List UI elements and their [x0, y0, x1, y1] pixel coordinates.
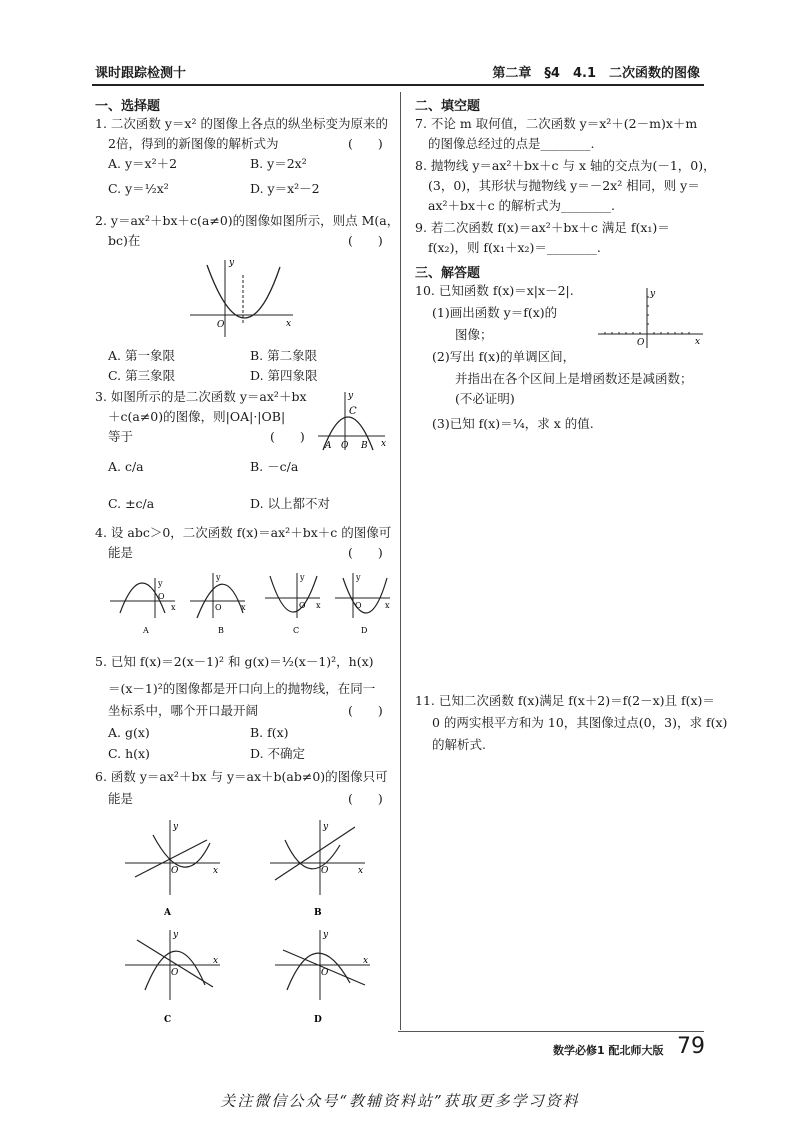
origin-label: O [341, 441, 349, 451]
svg-text:x: x [171, 603, 176, 612]
q1-option-a: A. y＝x²＋2 [108, 156, 178, 171]
section-choice: 一、选择题 [95, 99, 161, 114]
x-label: x [286, 319, 292, 329]
q4-graph-options [105, 568, 395, 638]
q1-option-c: C. y＝½x² [108, 181, 169, 196]
point-a-label: A [325, 441, 332, 451]
q1-line1: 1. 二次函数 y＝x² 的图像上各点的纵坐标变为原来的 [95, 116, 388, 131]
q1-option-b: B. y＝2x² [250, 156, 307, 171]
svg-text:y: y [158, 579, 163, 588]
q4-graph-a [110, 578, 176, 635]
q4-answer-paren: ( ) [348, 545, 383, 560]
q5-option-c: C. h(x) [108, 746, 150, 761]
q6-graph-c [125, 930, 220, 1025]
q2-parabola-graph [185, 255, 300, 340]
svg-text:O: O [171, 968, 179, 978]
svg-text:O: O [321, 968, 329, 978]
header-left: 课时跟踪检测十 [95, 66, 187, 81]
q3-parabola-graph [315, 388, 390, 453]
svg-text:O: O [215, 603, 222, 612]
svg-text:x: x [241, 603, 246, 612]
svg-text:y: y [650, 289, 656, 299]
section-fill: 二、填空题 [415, 99, 481, 114]
q8-line3: ax²＋bx＋c 的解析式为________. [428, 198, 616, 213]
q6-graph-options [115, 815, 385, 1030]
q3-option-d: D. 以上都不对 [250, 496, 331, 511]
q5-line2: ＝(x－1)²的图像都是开口向上的抛物线，在同一 [108, 681, 376, 696]
x-label: x [381, 439, 387, 449]
q1-option-d: D. y＝x²－2 [250, 181, 320, 196]
y-label: y [348, 391, 354, 401]
header-rule [92, 84, 704, 86]
q8-line2: (3，0)，其形状与抛物线 y＝－2x² 相同，则 y＝ [428, 178, 700, 193]
svg-text:y: y [300, 573, 305, 582]
svg-text:O: O [158, 592, 165, 601]
q4-graph-d [335, 573, 390, 635]
q2-option-b: B. 第二象限 [250, 348, 318, 363]
svg-text:y: y [216, 573, 221, 582]
q2-line1: 2. y＝ax²＋bx＋c(a≠0)的图像如图所示，则点 M(a， [95, 213, 400, 228]
svg-text:O: O [637, 338, 645, 348]
q10-line2: (1)画出函数 y＝f(x)的 [432, 305, 558, 320]
caption-a: A [164, 908, 171, 918]
svg-text:x: x [316, 601, 321, 610]
q2-option-a: A. 第一象限 [108, 348, 175, 363]
q1-answer-paren: ( ) [348, 136, 383, 151]
svg-text:y: y [323, 930, 329, 940]
q4-line2: 能是 [108, 545, 134, 560]
footer-book-title: 数学必修1 配北师大版 [553, 1044, 664, 1057]
q7-line2: 的图像总经过的点是________. [428, 136, 595, 151]
svg-text:x: x [213, 866, 219, 876]
q10-line3: 图像； [455, 327, 493, 342]
q10-line5: 并指出在各个区间上是增函数还是减函数； [455, 371, 693, 386]
q2-option-d: D. 第四象限 [250, 368, 318, 383]
q9-line1: 9. 若二次函数 f(x)＝ax²＋bx＋c 满足 f(x₁)＝ [415, 220, 670, 235]
q3-answer-paren: ( ) [270, 429, 305, 444]
svg-text:y: y [173, 822, 179, 832]
caption-d: D [361, 626, 368, 635]
header-right: 第二章 §4 4.1 二次函数的图像 [492, 66, 700, 81]
q4-graph-b [190, 573, 246, 635]
q6-answer-paren: ( ) [348, 791, 383, 806]
caption-c: C [293, 626, 300, 635]
origin-label: O [217, 320, 225, 330]
q5-answer-paren: ( ) [348, 703, 383, 718]
svg-text:y: y [173, 930, 179, 940]
q3-line3: 等于 [108, 429, 134, 444]
q5-option-a: A. g(x) [108, 725, 150, 740]
q11-line1: 11. 已知二次函数 f(x)满足 f(x＋2)＝f(2－x)且 f(x)＝ [415, 693, 715, 708]
q10-line4: (2)写出 f(x)的单调区间， [432, 349, 576, 364]
y-label: y [229, 258, 235, 268]
svg-text:O: O [321, 866, 329, 876]
q8-line1: 8. 抛物线 y＝ax²＋bx＋c 与 x 轴的交点为(－1，0)， [415, 158, 716, 173]
svg-text:x: x [358, 866, 364, 876]
caption-b: B [218, 626, 224, 635]
q2-option-c: C. 第三象限 [108, 368, 176, 383]
q5-line3: 坐标系中，哪个开口最开阔 [108, 703, 259, 718]
svg-text:O: O [355, 601, 362, 610]
q11-line2: 0 的两实根平方和为 10，其图像过点(0，3)，求 f(x) [432, 715, 728, 730]
q7-line1: 7. 不论 m 取何值，二次函数 y＝x²＋(2－m)x＋m [415, 116, 698, 131]
q6-line1: 6. 函数 y＝ax²＋bx 与 y＝ax＋b(ab≠0)的图像只可 [95, 769, 388, 784]
q11-line3: 的解析式. [432, 737, 486, 752]
svg-text:O: O [171, 866, 179, 876]
q5-line1: 5. 已知 f(x)＝2(x－1)² 和 g(x)＝½(x－1)²，h(x) [95, 654, 374, 669]
q2-line2: bc)在 [108, 233, 141, 248]
q3-line1: 3. 如图所示的是二次函数 y＝ax²＋bx [95, 389, 307, 404]
q3-line2: ＋c(a≠0)的图像，则|OA|·|OB| [108, 409, 286, 424]
q6-graph-d [275, 930, 370, 1025]
svg-text:y: y [323, 822, 329, 832]
page-number: 79 [677, 1034, 705, 1059]
q6-graph-a [125, 820, 220, 918]
q4-line1: 4. 设 abc＞0，二次函数 f(x)＝ax²＋bx＋c 的图像可 [95, 525, 392, 540]
q9-line2: f(x₂)，则 f(x₁＋x₂)＝________. [428, 240, 601, 255]
q6-line2: 能是 [108, 791, 134, 806]
caption-a: A [143, 626, 149, 635]
column-divider [400, 92, 401, 1030]
q10-line1: 10. 已知函数 f(x)＝x|x－2|. [415, 283, 574, 298]
caption-c: C [164, 1015, 172, 1025]
svg-text:y: y [356, 573, 361, 582]
q1-line2: 2倍，得到的新图像的解析式为 [108, 136, 279, 151]
svg-text:O: O [299, 601, 306, 610]
svg-text:x: x [363, 956, 369, 966]
svg-text:x: x [385, 601, 390, 610]
q10-line6: (不必证明) [455, 391, 515, 406]
svg-text:x: x [213, 956, 219, 966]
section-answer: 三、解答题 [415, 266, 481, 281]
q3-option-a: A. c/a [108, 459, 144, 474]
point-b-label: B [361, 441, 368, 451]
q4-graph-c [265, 573, 321, 635]
point-c-label: C [349, 406, 357, 417]
q10-line7: (3)已知 f(x)＝¼，求 x 的值. [432, 416, 594, 431]
q6-graph-b [270, 820, 365, 918]
footer-watermark-note: 关注微信公众号“教辅资料站”获取更多学习资料 [220, 1092, 580, 1110]
q3-option-c: C. ±c/a [108, 496, 155, 511]
footer-rule [398, 1031, 704, 1032]
caption-b: B [314, 908, 322, 918]
q3-option-b: B. －c/a [250, 459, 299, 474]
caption-d: D [314, 1015, 322, 1025]
q10-empty-axes [595, 284, 707, 350]
q5-option-b: B. f(x) [250, 725, 289, 740]
svg-text:x: x [695, 337, 701, 347]
q2-answer-paren: ( ) [348, 233, 383, 248]
q5-option-d: D. 不确定 [250, 746, 306, 761]
